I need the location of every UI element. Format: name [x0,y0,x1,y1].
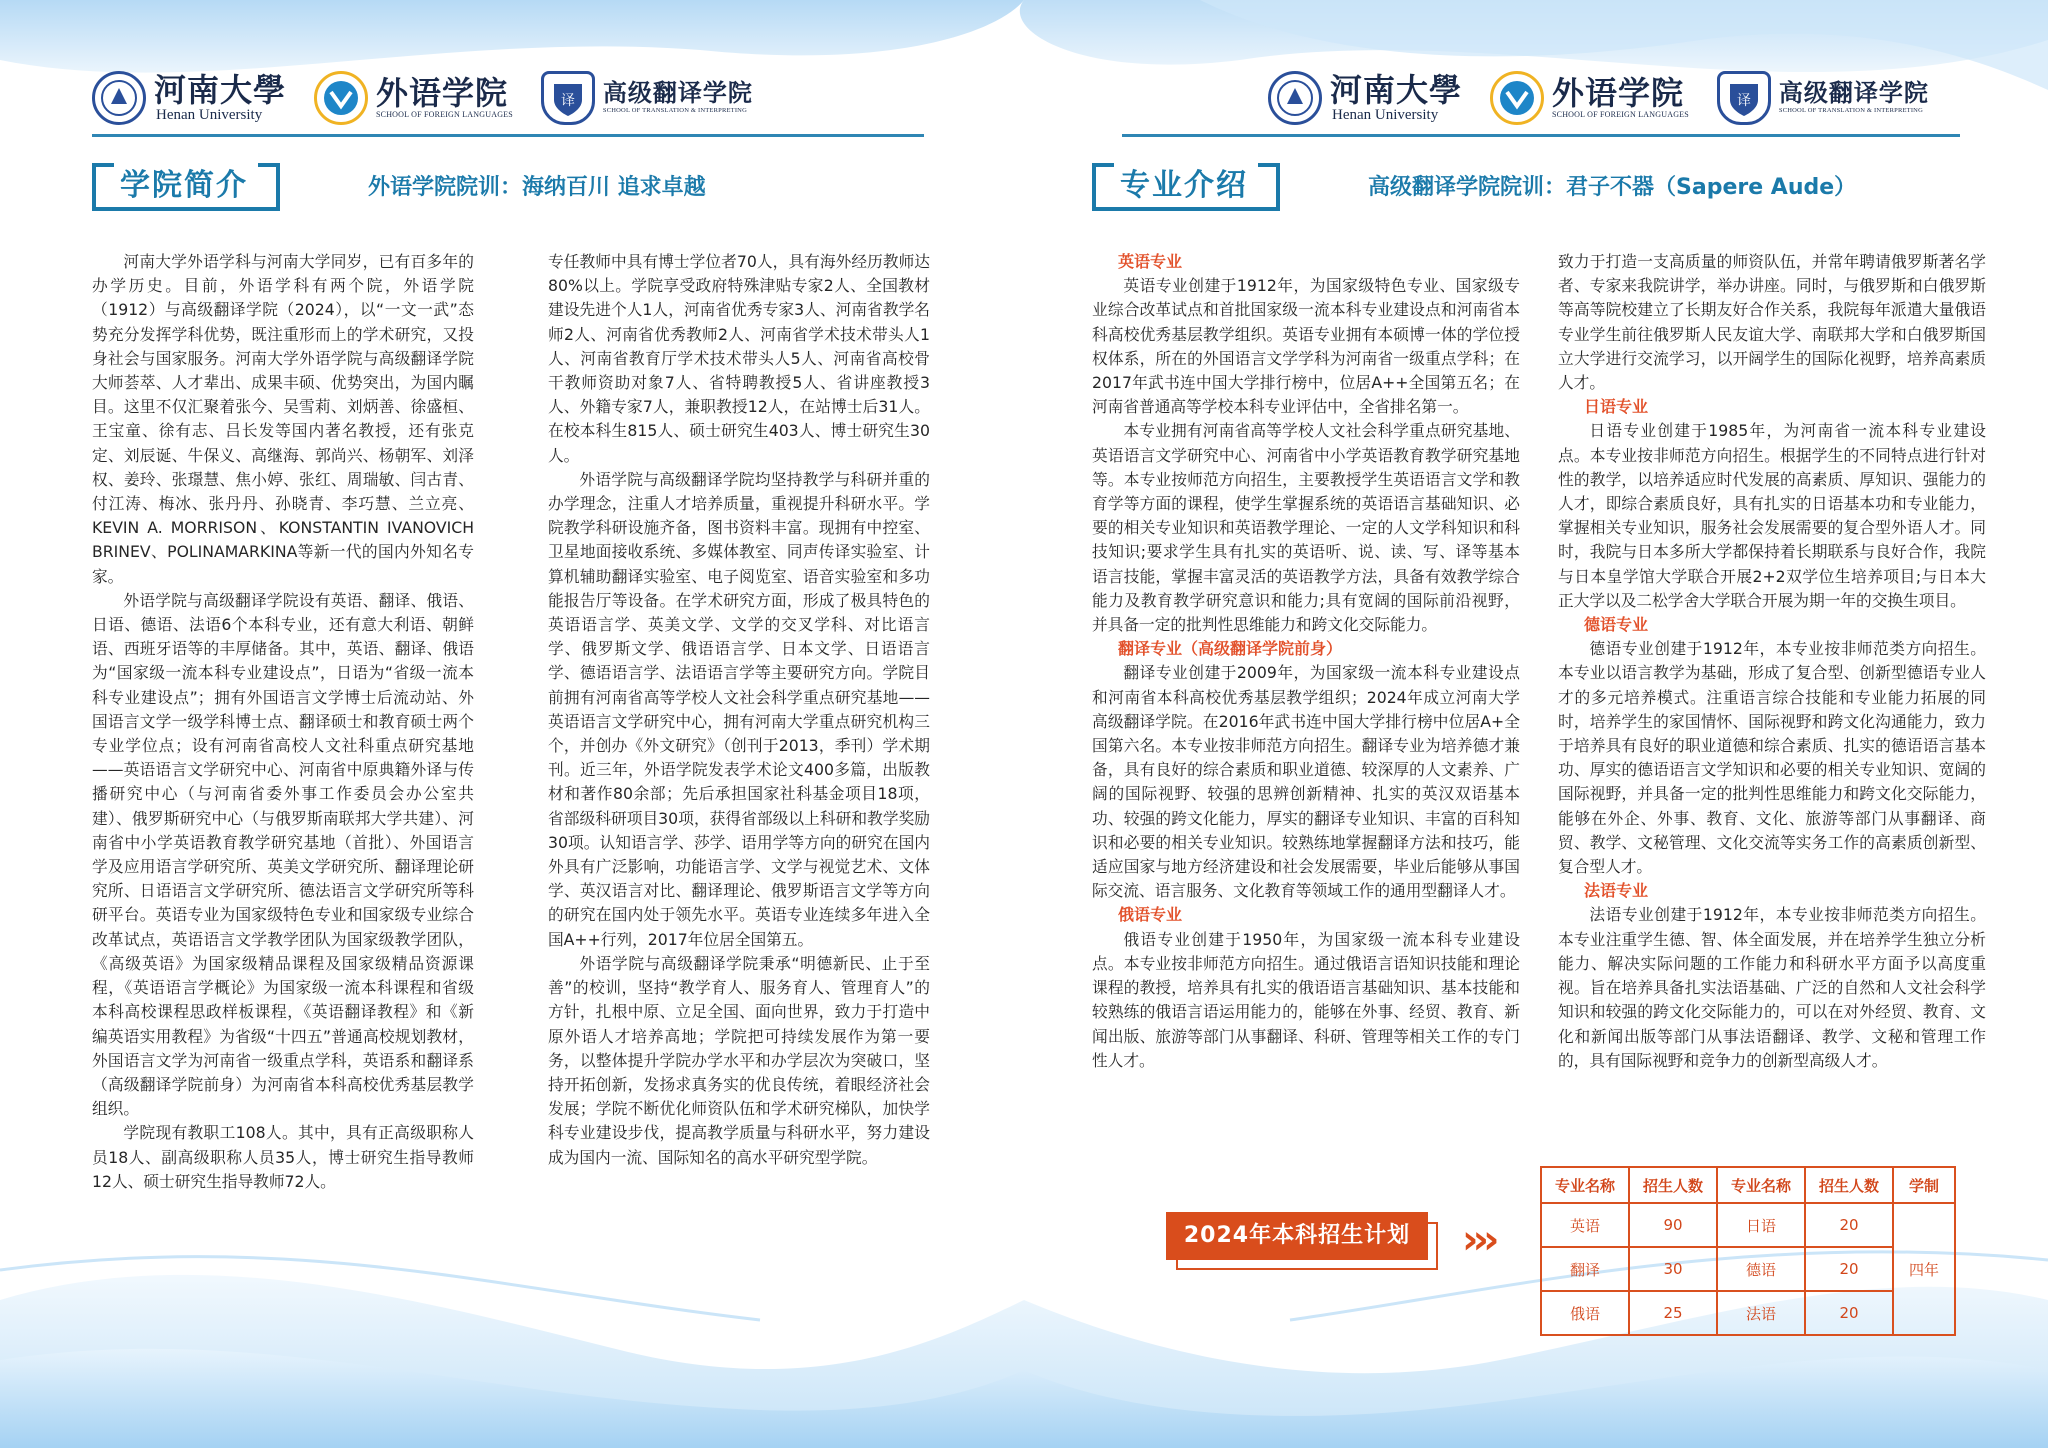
table-row [1541,1203,1955,1247]
henan-en: Henan University [156,107,263,123]
foreign-en: SCHOOL OF FOREIGN LANGUAGES [376,110,513,119]
left-section-title: 学院简介 [120,168,248,203]
left-motto: 外语学院院训：海纳百川 追求卓越 [368,175,706,200]
major-heading: 法语专业 [1584,881,1649,901]
svg-text:译: 译 [560,93,575,109]
translation-school-logo [541,71,753,125]
svg-text:译: 译 [1736,93,1751,109]
table-row [1541,1247,1955,1291]
translation-cn: 高级翻译学院 [602,78,753,107]
paragraph: 本专业拥有河南省高等学校人文社会科学重点研究基地、英语语言文学研究中心、河南省中小学英语教育教学研究基地等。本专业按师范方向招生，主要教授学生英语语言文学和教育学等方面的课程，使学生掌握系统的英语语言基础知识、必要的相关专业知识和英语教学理论、一定的人文学科知识和科技知识;要求学生具有扎实的英语听、说、读、写、译等基本语言技能，掌握丰富灵活的英语教学方法，具备有效教学综合能力及教育教学研究意识和能力;具有宽阔的国际前沿视野，并具备一定的批判性思维能力和跨文化交际能力。 [1092,421,1520,635]
left-column-1 [92,250,474,1194]
henan-cn: 河南大學 [154,71,287,109]
table-header-row [1541,1167,1955,1203]
cell-major: 德语 [1717,1247,1805,1291]
foreign-cn-right: 外语学院 [1552,74,1685,112]
col-header: 招生人数 [1805,1167,1893,1203]
cell-duration: 四年 [1893,1203,1955,1335]
cell-count: 20 [1805,1203,1893,1247]
foreign-languages-logo [314,71,513,125]
right-section-header [1092,163,1292,213]
henan-en-right: Henan University [1332,107,1439,123]
enrollment-table [1540,1166,1956,1336]
col-header: 学制 [1893,1167,1955,1203]
translation-shield-icon [541,71,595,125]
col-header: 专业名称 [1541,1167,1629,1203]
cell-count: 25 [1629,1291,1717,1335]
foreign-languages-logo-right [1490,71,1689,125]
paragraph: 学院现有教职工108人。其中，具有正高级职称人员18人、副高级职称人员35人，博士研究生指导教师12人、硕士研究生指导教师72人。 [92,1123,474,1191]
paragraph: 致力于打造一支高质量的师资队伍，并常年聘请俄罗斯著名学者、专家来我院讲学，举办讲座。同时，与俄罗斯和白俄罗斯等高等院校建立了长期友好合作关系，我院每年派遣大量俄语专业学生前往俄罗斯人民友谊大学、南联邦大学和白俄罗斯国立大学进行交流学习，以开阔学生的国际化视野，培养高素质人才。 [1558,252,1986,393]
cell-major: 日语 [1717,1203,1805,1247]
cell-count: 30 [1629,1247,1717,1291]
cell-major: 翻译 [1541,1247,1629,1291]
paragraph: 河南大学外语学科与河南大学同岁，已有百多年的办学历史。目前，外语学科有两个院，外语学院（1912）与高级翻译学院（2024），以“一文一武”态势充分发挥学科优势，既注重形而上的学术研究，又投身社会与国家服务。河南大学外语学院与高级翻译学院大师荟萃、人才辈出、成果丰硕、优势突出，为国内瞩目。这里不仅汇聚着张今、吴雪莉、刘炳善、徐盛桓、王宝童、徐有志、吕长发等国内著名教授，还有张克定、刘辰诞、牛保义、高继海、郭尚兴、杨朝军、刘泽权、姜玲、张璟慧、焦小婷、张红、周瑞敏、闫古青、付江涛、梅冰、张丹丹、孙晓青、李巧慧、兰立亮、KEVIN A. MORRISON、KONSTANTIN IVANOVICH BRINEV、POLINAMARKINA等新一代的国内外知名专家。 [92,252,474,586]
henan-cn-right: 河南大學 [1330,71,1463,109]
foreign-languages-icon [314,71,368,125]
major-heading: 翻译专业（高级翻译学院前身） [1118,639,1343,659]
translation-en: SCHOOL OF TRANSLATION & INTERPRETING [602,107,747,114]
chevron-right-icon: ››› [1462,1217,1494,1263]
left-section-header [92,163,292,213]
left-header-rule [92,134,924,137]
translation-en-right: SCHOOL OF TRANSLATION & INTERPRETING [1778,107,1923,114]
translation-cn-right: 高级翻译学院 [1778,78,1929,107]
foreign-languages-icon [1490,71,1544,125]
cell-major: 俄语 [1541,1291,1629,1335]
col-header: 招生人数 [1629,1167,1717,1203]
paragraph: 法语专业创建于1912年，本专业按非师范类方向招生。本专业注重学生德、智、体全面发展，并在培养学生独立分析能力、解决实际问题的工作能力和科研水平方面予以高度重视。旨在培养具备扎实法语基础、广泛的自然和人文社会科学知识和较强的跨文化交际能力的，可以在对外经贸、教育、文化和新闻出版等部门从事法语翻译、教学、文秘和管理工作的，具有国际视野和竞争力的创新型高级人才。 [1558,905,1986,1070]
right-section-title: 专业介绍 [1120,168,1248,203]
cell-count: 20 [1805,1291,1893,1335]
foreign-en-right: SCHOOL OF FOREIGN LANGUAGES [1552,110,1689,119]
paragraph: 专任教师中具有博士学位者70人，具有海外经历教师达80%以上。学院享受政府特殊津贴专家2人、全国教材建设先进个人1人，河南省优秀专家3人、河南省教学名师2人、河南省优秀教师2人、河南省学术技术带头人1人、河南省教育厅学术技术带头人5人、河南省高校骨干教师资助对象7人、省特聘教授5人、省讲座教授3人、外籍专家7人，兼职教授12人，在站博士后31人。在校本科生815人、硕士研究生403人、博士研究生30人。 [548,252,930,465]
right-column-1 [1092,250,1520,1073]
henan-university-logo [92,71,286,125]
right-logo-bar [1268,64,1957,132]
translation-school-logo-right [1717,71,1929,125]
henan-university-logo-right [1268,71,1462,125]
paragraph: 俄语专业创建于1950年，为国家级一流本科专业建设点。本专业按非师范方向招生。通过俄语言语知识技能和理论课程的教授，培养具有扎实的俄语语言基础知识、基本技能和较熟练的俄语言语运用能力的，能够在外事、经贸、教育、新闻出版、旅游等部门从事翻译、科研、管理等相关工作的专门性人才。 [1092,929,1520,1070]
paragraph: 外语学院与高级翻译学院设有英语、翻译、俄语、日语、德语、法语6个本科专业，还有意大利语、朝鲜语、西班牙语等的丰厚储备。其中，英语、翻译、俄语为“国家级一流本科专业建设点”，日语为“省级一流本科专业建设点”；拥有外国语言文学博士后流动站、外国语言文学一级学科博士点、翻译硕士和教育硕士两个专业学位点；设有河南省高校人文社科重点研究基地——英语语言文学研究中心、河南省中原典籍外译与传播研究中心（与河南省委外事工作委员会办公室共建）、俄罗斯研究中心（与俄罗斯南联邦大学共建）、河南省中小学英语教育教学研究基地（首批）、外国语言学及应用语言学研究所、英美文学研究所、翻译理论研究所、日语语言文学研究所、德法语言文学研究所等科研平台。英语专业为国家级特色专业和国家级专业综合改革试点，英语语言文学教学团队为国家级教学团队，《高级英语》为国家级精品课程及国家级精品资源课程，《英语语言学概论》为国家级一流本科课程和省级本科高校课程思政样板课程，《英语翻译教程》和《新编英语实用教程》为省级“十四五”普通高校规划教材，外国语言文学为河南省一级重点学科，英语系和翻译系（高级翻译学院前身）为河南省本科高校优秀基层教学组织。 [92,590,474,1119]
cell-major: 英语 [1541,1203,1629,1247]
paragraph: 德语专业创建于1912年，本专业按非师范类方向招生。本专业以语言教学为基础，形成了复合型、创新型德语专业人才的多元培养模式。注重语言综合技能和专业能力拓展的同时，培养学生的家国情怀、国际视野和跨文化沟通能力，致力于培养具有良好的职业道德和综合素质、扎实的德语语言基本功、厚实的德语语言文学知识和必要的相关专业知识、宽阔的国际视野，并具备一定的批判性思维能力和跨文化交际能力，能够在外企、外事、教育、文化、旅游等部门从事翻译、商贸、教学、文秘管理、文化交流等实务工作的高素质创新型、复合型人才。 [1558,639,1986,877]
enrollment-plan-banner [1166,1212,1436,1264]
left-logo-bar [92,64,781,132]
paragraph: 外语学院与高级翻译学院秉承“明德新民、止于至善”的校训，坚持“教学育人、服务育人、管理育人”的方针，扎根中原、立足全国、面向世界，致力于打造中原外语人才培养高地；学院把可持续发展作为第一要务，以整体提升学院办学水平和办学层次为突破口，坚持开拓创新，发扬求真务实的优良传统，着眼经济社会发展；学院不断优化师资队伍和学术研究梯队，加快学科专业建设步伐，提高教学质量与科研水平，努力建设成为国内一流、国际知名的高水平研究型学院。 [548,953,930,1167]
major-heading: 英语专业 [1118,252,1183,271]
paragraph: 日语专业创建于1985年，为河南省一流本科专业建设点。本专业按非师范方向招生。根据学生的不同特点进行针对性的教学，以培养适应时代发展的高素质、厚知识、强能力的人才，即综合素质良好，具有扎实的日语基本功和专业能力，掌握相关专业知识，服务社会发展需要的复合型外语人才。同时，我院与日本多所大学都保持着长期联系与良好合作，我院与日本皇学馆大学联合开展2+2双学位生培养项目;与日本大正大学以及二松学舍大学联合开展为期一年的交换生项目。 [1558,421,1986,610]
right-header-rule [1122,134,1960,137]
right-motto: 高级翻译学院院训：君子不器（Sapere Aude） [1368,175,1857,200]
cell-count: 90 [1629,1203,1717,1247]
translation-shield-icon [1717,71,1771,125]
major-heading: 俄语专业 [1118,905,1183,925]
paragraph: 英语专业创建于1912年，为国家级特色专业、国家级专业综合改革试点和首批国家级一流本科专业建设点和河南省本科高校优秀基层教学组织。英语专业拥有本硕博一体的学位授权体系，所在的外国语言文学学科为河南省一级重点学科；在2017年武书连中国大学排行榜中，位居A++全国第五名；在河南省普通高等学校本科专业评估中，全省排名第一。 [1092,276,1520,417]
major-heading: 德语专业 [1584,615,1649,635]
henan-seal-icon [92,71,146,125]
cell-major: 法语 [1717,1291,1805,1335]
paragraph: 外语学院与高级翻译学院均坚持教学与科研并重的办学理念，注重人才培养质量，重视提升科研水平。学院教学科研设施齐备，图书资料丰富。现拥有中控室、卫星地面接收系统、多媒体教室、同声传译实验室、计算机辅助翻译实验室、电子阅览室、语音实验室和多功能报告厅等设备。在学术研究方面，形成了极具特色的英语语言学、英美文学、文学的交叉学科、对比语言学、俄罗斯文学、俄语语言学、日本文学、日语语言学、德语语言学、法语语言学等主要研究方向。学院目前拥有河南省高等学校人文社会科学重点研究基地——英语语言文学研究中心，拥有河南大学重点研究机构三个，并创办《外文研究》（创刊于2013，季刊）学术期刊。近三年，外语学院发表学术论文400多篇，出版教材和著作80余部；先后承担国家社科基金项目18项，省部级科研项目30项，获得省部级以上科研和教学奖励30项。认知语言学、莎学、语用学等方向的研究在国内外具有广泛影响，功能语言学、文学与视觉艺术、文体学、英汉语言对比、翻译理论、俄罗斯语言文学等方向的研究在国内处于领先水平。英语专业连续多年进入全国A++行列，2017年位居全国第五。 [548,469,930,949]
left-column-2 [548,250,930,1170]
paragraph: 翻译专业创建于2009年，为国家级一流本科专业建设点和河南省本科高校优秀基层教学组织；2024年成立河南大学高级翻译学院。在2016年武书连中国大学排行榜中位居A+全国第六名。本专业按非师范方向招生。翻译专业为培养德才兼备，具有良好的综合素质和职业道德、较深厚的人文素养、广阔的国际视野、较强的思辨创新精神、扎实的英汉双语基本功、较强的跨文化能力，厚实的翻译专业知识、丰富的百科知识和必要的相关专业知识。较熟练地掌握翻译方法和技巧，能适应国家与地方经济建设和社会发展需要，毕业后能够从事国际交流、语言服务、文化教育等领域工作的通用型翻译人才。 [1092,663,1520,901]
foreign-cn: 外语学院 [376,74,509,112]
henan-seal-icon [1268,71,1322,125]
major-heading: 日语专业 [1584,397,1649,417]
table-row [1541,1291,1955,1335]
col-header: 专业名称 [1717,1167,1805,1203]
right-column-2 [1558,250,1986,1073]
enrollment-plan-label: 2024年本科招生计划 [1166,1212,1428,1260]
cell-count: 20 [1805,1247,1893,1291]
